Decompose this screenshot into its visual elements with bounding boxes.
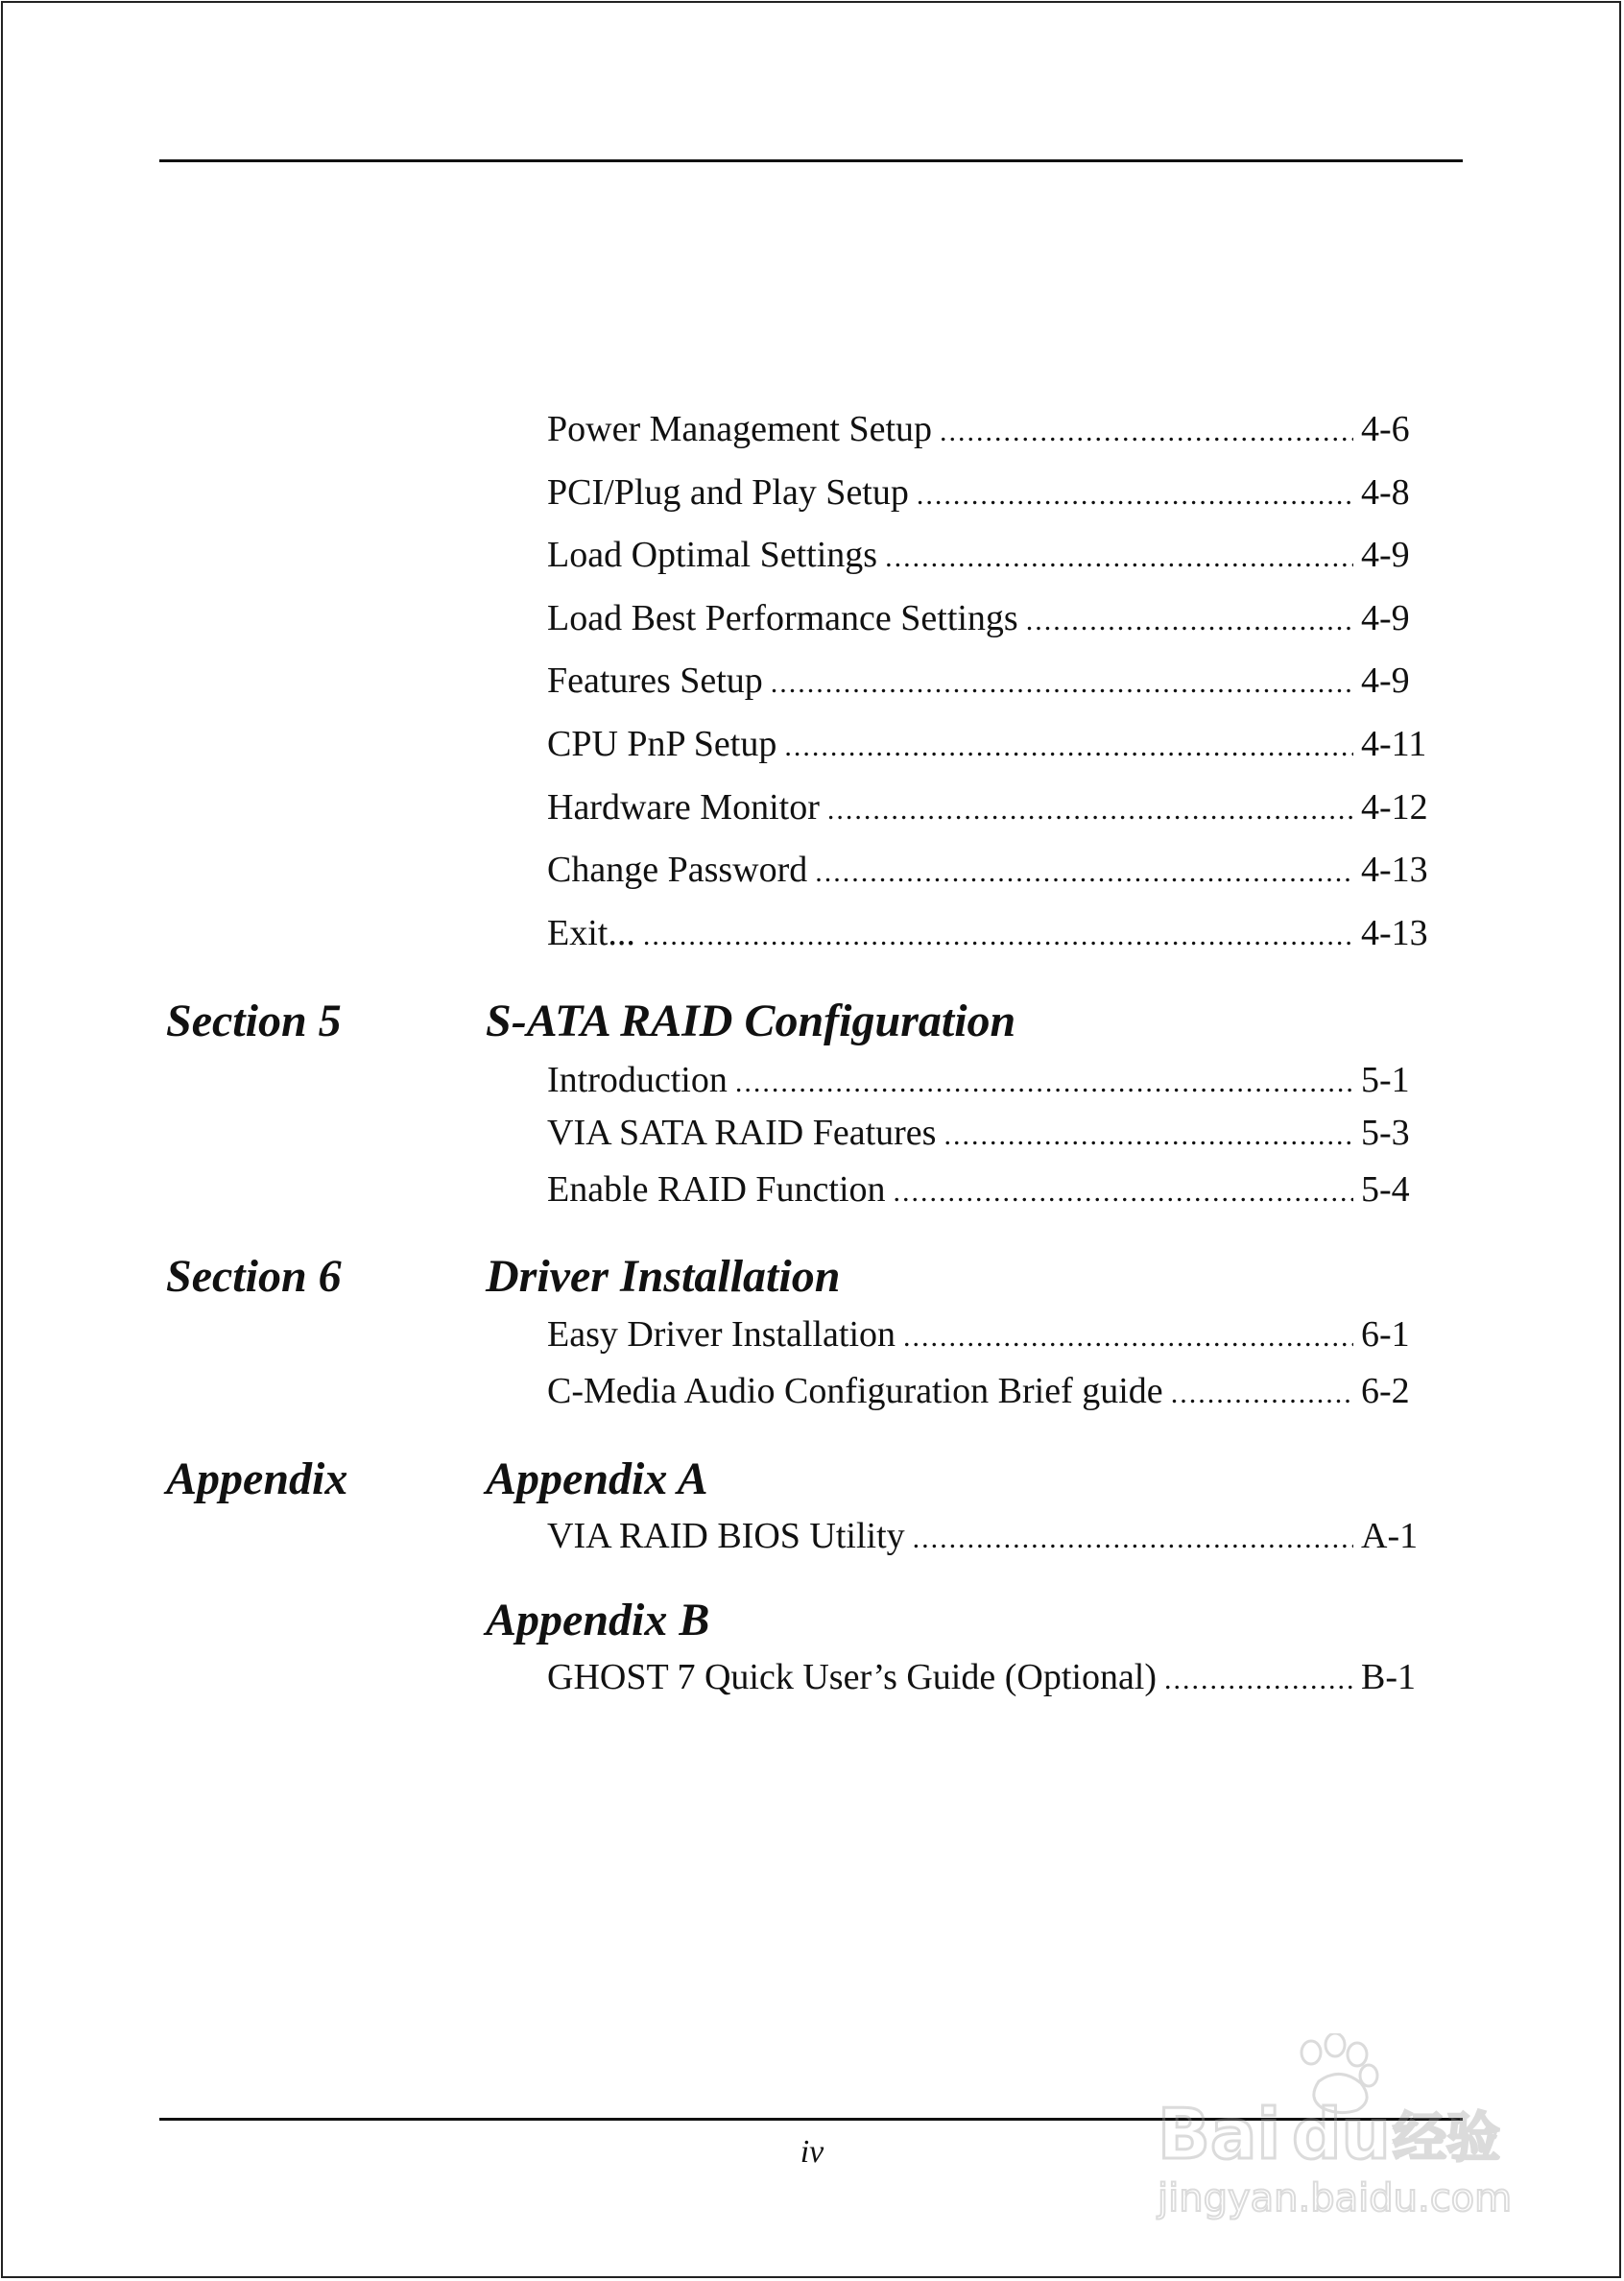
- section-label: Section 6: [166, 1251, 342, 1302]
- dot-leader: [940, 411, 1353, 453]
- toc-entry[interactable]: [547, 1059, 1428, 1104]
- toc-entry[interactable]: [547, 471, 1428, 516]
- toc-entry-page: B-1: [1361, 1657, 1416, 1697]
- toc-entry[interactable]: [547, 912, 1428, 957]
- dot-leader: [894, 1171, 1353, 1213]
- dot-leader: [1164, 1659, 1353, 1701]
- dot-leader: [643, 915, 1353, 957]
- toc-entry-page: 5-1: [1361, 1060, 1410, 1100]
- dot-leader: [1171, 1373, 1353, 1415]
- svg-text:经验: 经验: [1393, 2107, 1500, 2170]
- page-number: iv: [800, 2134, 824, 2170]
- toc-entry[interactable]: [547, 1656, 1428, 1701]
- toc-entry-title: Load Optimal Settings: [547, 535, 878, 575]
- toc-entry-title: Features Setup: [547, 660, 763, 701]
- paw-toe-icon: [1302, 2041, 1321, 2064]
- toc-entry-page: 4-6: [1361, 409, 1410, 449]
- toc-entry-page: 6-1: [1361, 1314, 1410, 1355]
- toc-entry-title: VIA RAID BIOS Utility: [547, 1516, 905, 1556]
- dot-leader: [815, 852, 1353, 894]
- toc-entry[interactable]: [547, 1168, 1428, 1213]
- svg-text:Bai: Bai: [1158, 2094, 1281, 2174]
- toc-entry-page: 4-9: [1361, 535, 1410, 575]
- toc-entry-title: Power Management Setup: [547, 409, 933, 449]
- baidu-watermark-logo: [1148, 2033, 1532, 2225]
- toc-entry[interactable]: [547, 723, 1428, 768]
- toc-entry-title: VIA SATA RAID Features: [547, 1113, 937, 1153]
- dot-leader: [784, 726, 1353, 768]
- toc-entry-page: 4-13: [1361, 913, 1428, 953]
- toc-entry-title: PCI/Plug and Play Setup: [547, 472, 909, 513]
- section-label: Section 5: [166, 996, 342, 1046]
- toc-entry[interactable]: [547, 597, 1428, 642]
- section-title[interactable]: S-ATA RAID Configuration: [486, 996, 1016, 1046]
- toc-entry[interactable]: [547, 408, 1428, 453]
- toc-entry[interactable]: [547, 786, 1428, 831]
- toc-entry-title: C-Media Audio Configuration Brief guide: [547, 1371, 1163, 1411]
- toc-entry-page: 5-3: [1361, 1113, 1410, 1153]
- section-title[interactable]: Driver Installation: [486, 1251, 841, 1302]
- section-title[interactable]: Appendix A: [486, 1453, 708, 1504]
- toc-entry-page: 4-9: [1361, 598, 1410, 638]
- toc-entry-title: Hardware Monitor: [547, 787, 820, 828]
- toc-entry-page: 4-9: [1361, 660, 1410, 701]
- section-label: Appendix: [166, 1453, 348, 1504]
- dot-leader: [735, 1062, 1353, 1104]
- toc-entry-title: Introduction: [547, 1060, 728, 1100]
- section-title[interactable]: Appendix B: [486, 1595, 710, 1645]
- toc-entry-page: 5-4: [1361, 1169, 1410, 1210]
- dot-leader: [913, 1518, 1353, 1560]
- header-rule: [159, 159, 1463, 162]
- toc-entry[interactable]: [547, 1112, 1428, 1157]
- toc-entry[interactable]: [547, 534, 1428, 579]
- toc-entry-title: Load Best Performance Settings: [547, 598, 1018, 638]
- toc-entry[interactable]: [547, 660, 1428, 705]
- toc-entry[interactable]: [547, 1370, 1428, 1415]
- dot-leader: [827, 789, 1353, 831]
- toc-entry-page: 4-8: [1361, 472, 1410, 513]
- dot-leader: [771, 662, 1353, 705]
- dot-leader: [943, 1115, 1353, 1157]
- toc-entry-page: 4-12: [1361, 787, 1428, 828]
- svg-text:jingyan.baidu.com: jingyan.baidu.com: [1158, 2176, 1513, 2221]
- toc-entry[interactable]: [547, 1313, 1428, 1358]
- toc-entry-title: Easy Driver Installation: [547, 1314, 896, 1355]
- dot-leader: [917, 474, 1353, 516]
- toc-entry-page: A-1: [1361, 1516, 1419, 1556]
- toc-entry-title: Enable RAID Function: [547, 1169, 886, 1210]
- toc-entry-page: 6-2: [1361, 1371, 1410, 1411]
- toc-entry-title: CPU PnP Setup: [547, 724, 777, 764]
- toc-entry-page: 4-13: [1361, 850, 1428, 890]
- toc-entry[interactable]: [547, 1515, 1428, 1560]
- dot-leader: [903, 1316, 1353, 1358]
- svg-text:du: du: [1292, 2094, 1391, 2174]
- dot-leader: [1026, 600, 1353, 642]
- toc-entry-title: Exit...: [547, 913, 635, 953]
- toc-entry-title: Change Password: [547, 850, 808, 890]
- dot-leader: [885, 537, 1353, 579]
- toc-entry-title: GHOST 7 Quick User’s Guide (Optional): [547, 1657, 1158, 1697]
- toc-entry-page: 4-11: [1361, 724, 1427, 764]
- toc-entry[interactable]: [547, 849, 1428, 894]
